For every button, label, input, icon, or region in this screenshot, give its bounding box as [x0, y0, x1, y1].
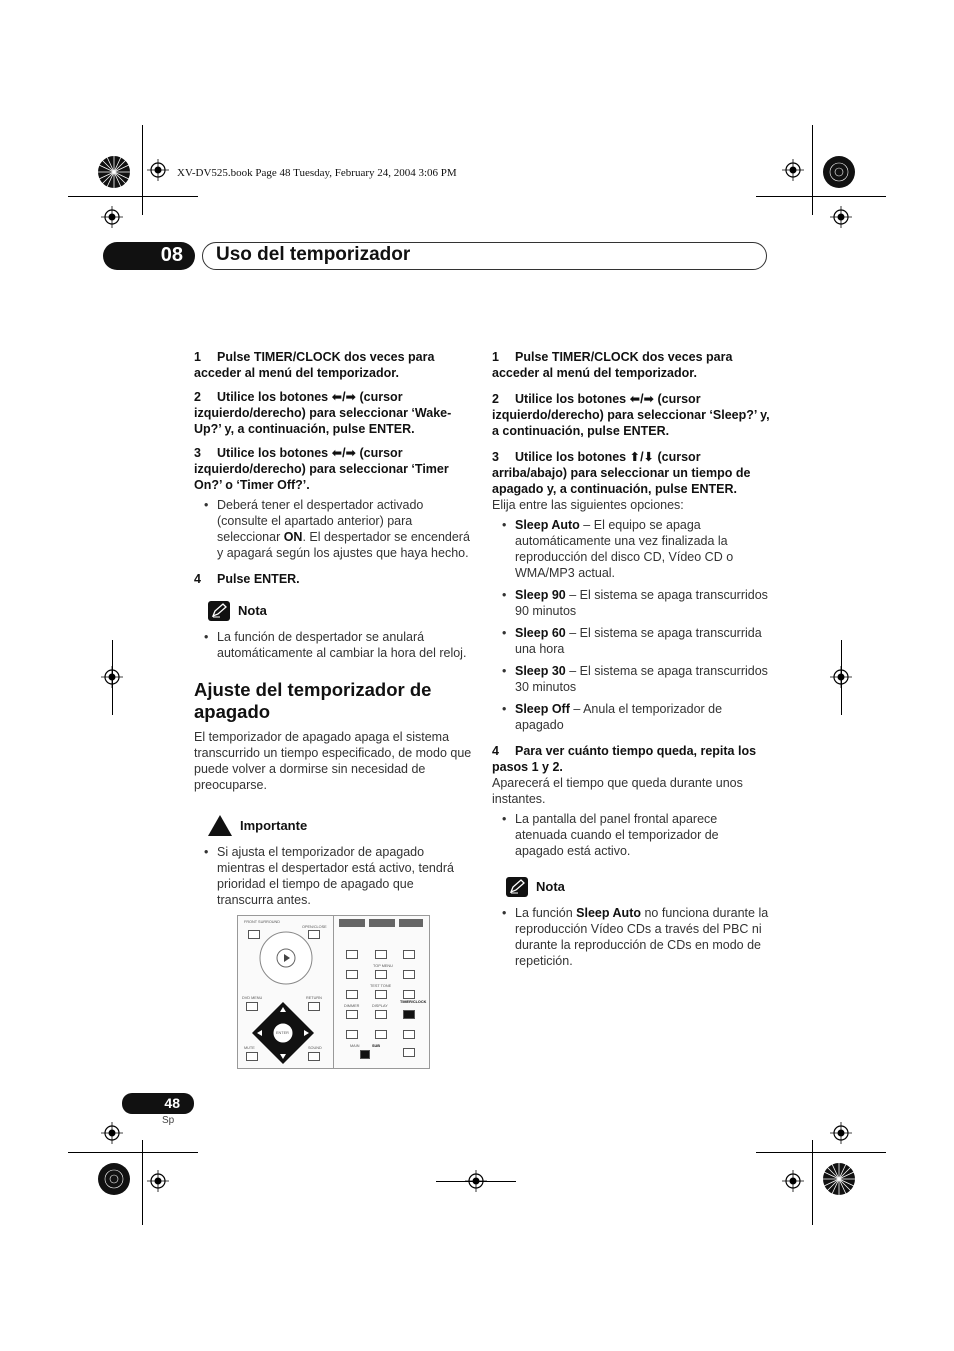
remote-control-illustration	[237, 915, 430, 1069]
remote-label: OPEN/CLOSE	[302, 925, 327, 929]
remote-button	[346, 950, 358, 959]
list-item: • Deberá tener el despertador activado (consulte el apartado anterior) para seleccionar ON. El despertador se encenderá y apagará según los ajustes que haya hecho.	[194, 497, 472, 561]
step-1: 1 Pulse TIMER/CLOCK dos veces para acceder al menú del temporizador.	[194, 350, 435, 380]
remote-button	[375, 990, 387, 999]
registration-crosshair-icon	[782, 159, 804, 181]
list-item: • La función Sleep Auto no funciona durante la reproducción Vídeo CDs a través del PBC ni durante la reproducción de CDs en modo de repetición.	[492, 905, 770, 969]
remote-button	[246, 1052, 258, 1061]
crop-mark	[68, 1152, 198, 1153]
page-number-badge: 48	[122, 1093, 194, 1114]
remote-button	[308, 1052, 320, 1061]
list-item: • Sleep Off – Anula el temporizador de apagado	[492, 701, 770, 733]
remote-button	[346, 970, 358, 979]
remote-button	[403, 1048, 415, 1057]
important-bullets	[194, 844, 472, 908]
note-bullets	[492, 905, 770, 969]
registration-crosshair-icon	[101, 666, 123, 688]
registration-crosshair-icon	[465, 1170, 487, 1192]
remote-label: MUTE	[244, 1046, 255, 1050]
registration-starburst-icon	[97, 1162, 131, 1196]
pencil-note-icon	[506, 877, 528, 897]
right-column	[492, 349, 770, 977]
step-3-bullets	[194, 497, 472, 561]
crop-mark	[756, 1152, 886, 1153]
remote-button	[346, 990, 358, 999]
remote-label: TIMER/CLOCK	[400, 1000, 427, 1004]
list-item: • La pantalla del panel frontal aparece atenuada cuando el temporizador de apagado está activo.	[492, 811, 770, 859]
remote-label: SUB	[372, 1044, 381, 1048]
crop-mark	[756, 196, 886, 197]
crop-mark	[812, 125, 813, 215]
remote-label: RETURN	[306, 996, 322, 1000]
step-4-bullets	[492, 811, 770, 859]
list-item: • Sleep Auto – El equipo se apaga automáticamente una vez finalizada la reproducción del disco CD, Vídeo CD o WMA/MP3 actual.	[492, 517, 770, 581]
remote-button	[375, 970, 387, 979]
left-column	[194, 349, 472, 916]
crop-mark	[68, 196, 198, 197]
registration-crosshair-icon	[101, 1122, 123, 1144]
remote-button	[346, 1010, 358, 1019]
remote-label: DIMMER	[344, 1004, 360, 1008]
main-sub-switch	[360, 1050, 370, 1059]
remote-button	[375, 1010, 387, 1019]
page-language: Sp	[162, 1115, 175, 1126]
registration-crosshair-icon	[830, 1122, 852, 1144]
registration-crosshair-icon	[830, 206, 852, 228]
step-4: 4 Pulse ENTER.	[194, 572, 300, 586]
step-4-text: Aparecerá el tiempo que queda durante unos instantes.	[492, 776, 743, 806]
registration-starburst-icon	[822, 1162, 856, 1196]
remote-label: FRONT SURROUND	[244, 920, 280, 924]
playback-ring-icon	[256, 928, 316, 988]
registration-starburst-icon	[97, 155, 131, 189]
remote-button	[375, 950, 387, 959]
remote-label: MAIN	[350, 1044, 360, 1048]
note-heading: Nota	[208, 601, 472, 621]
note-heading: Nota	[506, 877, 770, 897]
registration-crosshair-icon	[101, 206, 123, 228]
list-item: • Sleep 90 – El sistema se apaga transcurridos 90 minutos	[492, 587, 770, 619]
important-heading: Importante	[208, 815, 472, 836]
step-2: 2 Utilice los botones ⬅/➡ (cursor izquierdo/derecho) para seleccionar ‘Sleep?’ y, a continuación, pulse ENTER.	[492, 392, 770, 438]
registration-crosshair-icon	[147, 159, 169, 181]
pencil-note-icon	[208, 601, 230, 621]
step-2: 2 Utilice los botones ⬅/➡ (cursor izquierdo/derecho) para seleccionar ‘Wake-Up?’ y, a continuación, pulse ENTER.	[194, 390, 452, 436]
list-item: • La función de despertador se anulará automáticamente al cambiar la hora del reloj.	[194, 629, 472, 661]
step-3: 3 Utilice los botones ⬅/➡ (cursor izquierdo/derecho) para seleccionar ‘Timer On?’ o ‘Timer Off?’.	[194, 446, 449, 492]
remote-button	[375, 1030, 387, 1039]
warning-hand-icon	[208, 815, 232, 836]
remote-label: SOUND	[308, 1046, 322, 1050]
registration-crosshair-icon	[147, 1170, 169, 1192]
section-title: Ajuste del temporizador de apagado	[194, 679, 432, 722]
crop-mark	[142, 125, 143, 215]
remote-button	[346, 1030, 358, 1039]
list-item: • Sleep 60 – El sistema se apaga transcurrida una hora	[492, 625, 770, 657]
remote-label: DVD MENU	[242, 996, 263, 1000]
remote-button	[403, 970, 415, 979]
remote-label: DISPLAY	[372, 1004, 388, 1008]
timer-clock-button	[403, 1010, 415, 1019]
remote-label: TOP MENU	[373, 964, 393, 968]
chapter-number-badge: 08	[103, 242, 195, 270]
remote-button	[403, 990, 415, 999]
step-3-intro: Elija entre las siguientes opciones:	[492, 498, 684, 512]
registration-crosshair-icon	[782, 1170, 804, 1192]
chapter-title: Uso del temporizador	[216, 244, 411, 265]
remote-button	[403, 950, 415, 959]
step-1: 1 Pulse TIMER/CLOCK dos veces para acceder al menú del temporizador.	[492, 350, 733, 380]
list-item: • Sleep 30 – El sistema se apaga transcurridos 30 minutos	[492, 663, 770, 695]
remote-button	[403, 1030, 415, 1039]
section-intro: El temporizador de apagado apaga el sistema transcurrido un tiempo especificado, de modo que puede volver a dormirse sin necesidad de preocuparse.	[194, 730, 472, 792]
enter-label: ENTER	[276, 1031, 289, 1035]
list-item: • Si ajusta el temporizador de apagado mientras el despertador está activo, tendrá prioridad el tiempo de apagado que transcurra antes.	[194, 844, 472, 908]
note-bullets	[194, 629, 472, 661]
registration-starburst-icon	[822, 155, 856, 189]
registration-crosshair-icon	[830, 666, 852, 688]
book-info-line: XV-DV525.book Page 48 Tuesday, February 24, 2004 3:06 PM	[177, 167, 457, 179]
step-3: 3 Utilice los botones ⬆/⬇ (cursor arriba/abajo) para seleccionar un tiempo de apagado y, a continuación, pulse ENTER.	[492, 450, 751, 496]
sleep-options	[492, 517, 770, 733]
step-4: 4 Para ver cuánto tiempo queda, repita los pasos 1 y 2.	[492, 744, 757, 774]
remote-label: TEST TONE	[370, 984, 392, 988]
